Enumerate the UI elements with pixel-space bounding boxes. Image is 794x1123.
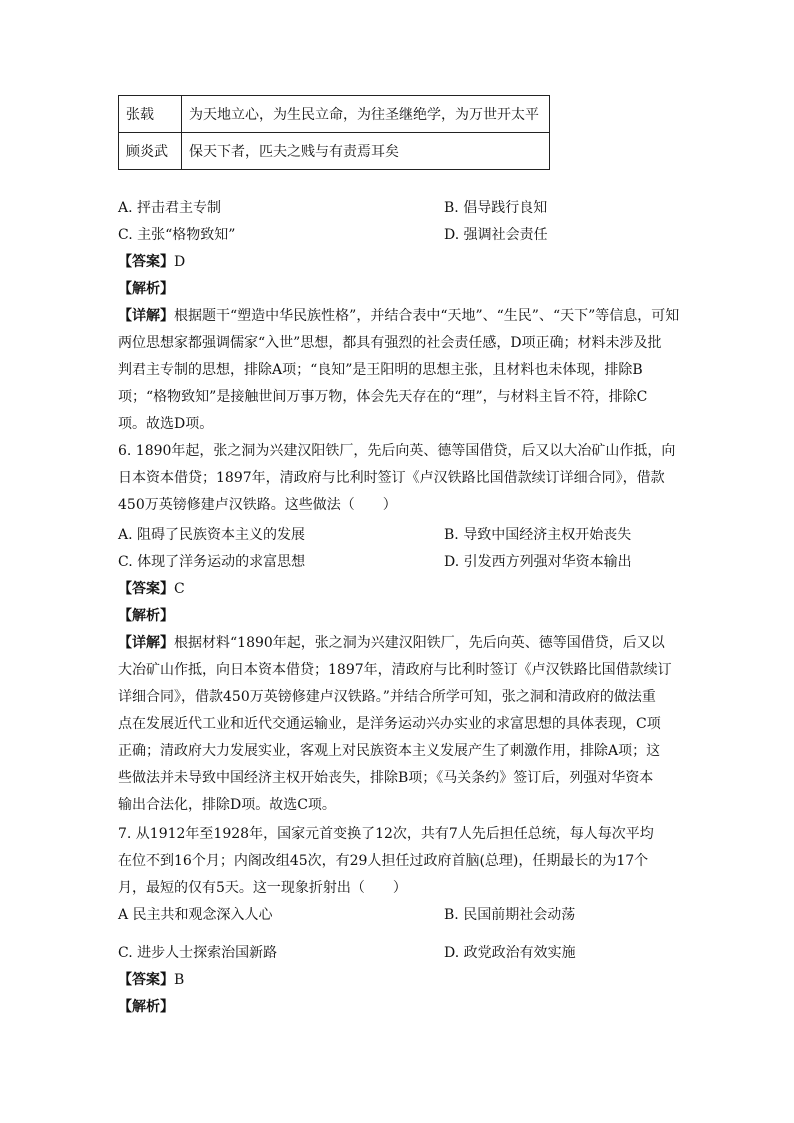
q6-detail-line [118, 634, 665, 652]
q6-detail-line: 正确；清政府大力发展实业，客观上对民族资本主义发展产生了刺激作用，排除A项；这 [118, 743, 661, 759]
q7-option-d: D. 政党政治有效实施 [444, 945, 576, 961]
q6-stem-line: 日本资本借贷；1897年，清政府与比利时签订《卢汉铁路比国借款续订详细合同》，借款 [118, 470, 665, 486]
answer-value: D [174, 254, 186, 270]
table-row [119, 133, 550, 170]
thinker-name-cell: 顾炎武 [119, 133, 182, 170]
q6-option-c: C. 体现了洋务运动的求富思想 [118, 554, 306, 570]
q5-detail-line: 判君主专制的思想，排除A项；“良知”是王阳明的思想主张，且材料也未体现，排除B [118, 362, 643, 378]
q7-stem-line: 在位不到16个月；内阁改组45次，有29人担任过政府首脑(总理)，任期最长的为17个 [118, 853, 649, 869]
q6-option-a: A. 阻碍了民族资本主义的发展 [118, 527, 306, 543]
detail-text: 根据材料“1890年起，张之洞为兴建汉阳铁厂，先后向英、德等国借贷，后又以 [174, 635, 665, 651]
q7-answer [118, 971, 184, 989]
q5-detail-line [118, 307, 679, 325]
q7-option-c: C. 进步人士探索治国新路 [118, 945, 278, 961]
q7-stem-line: 7. 从1912年至1928年，国家元首变换了12次，共有7人先后担任总统，每人每次平均 [118, 826, 654, 842]
q5-detail-line: 项。故选D项。 [118, 416, 214, 432]
q6-detail-line: 输出合法化，排除D项。故选C项。 [118, 797, 336, 813]
q6-option-d: D. 引发西方列强对华资本输出 [444, 554, 632, 570]
q7-option-a: A 民主共和观念深入人心 [118, 907, 273, 923]
q5-answer [118, 253, 185, 271]
thinkers-quote-table [118, 95, 550, 170]
q7-stem-line: 月，最短的仅有5天。这一现象折射出（ ） [118, 880, 407, 896]
q6-detail-line: 大冶矿山作抵，向日本资本借贷；1897年，清政府与比利时签订《卢汉铁路比国借款续订 [118, 662, 672, 678]
answer-value: B [174, 972, 185, 988]
q7-analysis-label: 【解析】 [118, 999, 174, 1015]
thinker-quote-cell: 为天地立心，为生民立命，为往圣继绝学，为万世开太平 [182, 96, 550, 133]
q5-option-c: C. 主张“格物致知” [118, 227, 236, 243]
q5-detail-line: 两位思想家都强调儒家“入世”思想，都具有强烈的社会责任感，D项正确；材料未涉及批 [118, 335, 662, 351]
answer-label: 【答案】 [118, 972, 174, 988]
answer-value: C [174, 581, 185, 597]
q6-detail-line: 些做法并未导致中国经济主权开始丧失，排除B项；《马关条约》签订后，列强对华资本 [118, 770, 654, 786]
q5-detail-line: 项；“格物致知”是接触世间万事万物，体会先天存在的“理”，与材料主旨不符，排除C [118, 389, 648, 405]
answer-label: 【答案】 [118, 581, 174, 597]
detail-label: 【详解】 [118, 308, 174, 324]
q6-stem-line: 450万英镑修建卢汉铁路。这些做法（ ） [118, 497, 397, 513]
answer-label: 【答案】 [118, 254, 174, 270]
q6-stem-line: 6. 1890年起，张之洞为兴建汉阳铁厂，先后向英、德等国借贷，后又以大冶矿山作抵，向 [118, 443, 676, 459]
q5-option-d: D. 强调社会责任 [444, 227, 548, 243]
q6-detail-line: 详细合同》，借款450万英镑修建卢汉铁路。”并结合所学可知，张之洞和清政府的做法重 [118, 689, 656, 705]
q6-detail-line: 点在发展近代工业和近代交通运输业，是洋务运动兴办实业的求富思想的具体表现，C项 [118, 716, 661, 732]
q6-analysis-label: 【解析】 [118, 608, 174, 624]
detail-text: 根据题干“塑造中华民族性格”，并结合表中“天地”、“生民”、“天下”等信息，可知 [174, 308, 680, 324]
q6-answer [118, 580, 185, 598]
thinker-quote-cell: 保天下者，匹夫之贱与有责焉耳矣 [182, 133, 550, 170]
q5-option-b: B. 倡导践行良知 [444, 200, 548, 216]
table-row [119, 96, 550, 133]
thinker-name-cell: 张载 [119, 96, 182, 133]
q5-option-a: A. 抨击君主专制 [118, 200, 222, 216]
q6-option-b: B. 导致中国经济主权开始丧失 [444, 527, 632, 543]
q7-option-b: B. 民国前期社会动荡 [444, 907, 576, 923]
detail-label: 【详解】 [118, 635, 174, 651]
q5-analysis-label: 【解析】 [118, 281, 174, 297]
